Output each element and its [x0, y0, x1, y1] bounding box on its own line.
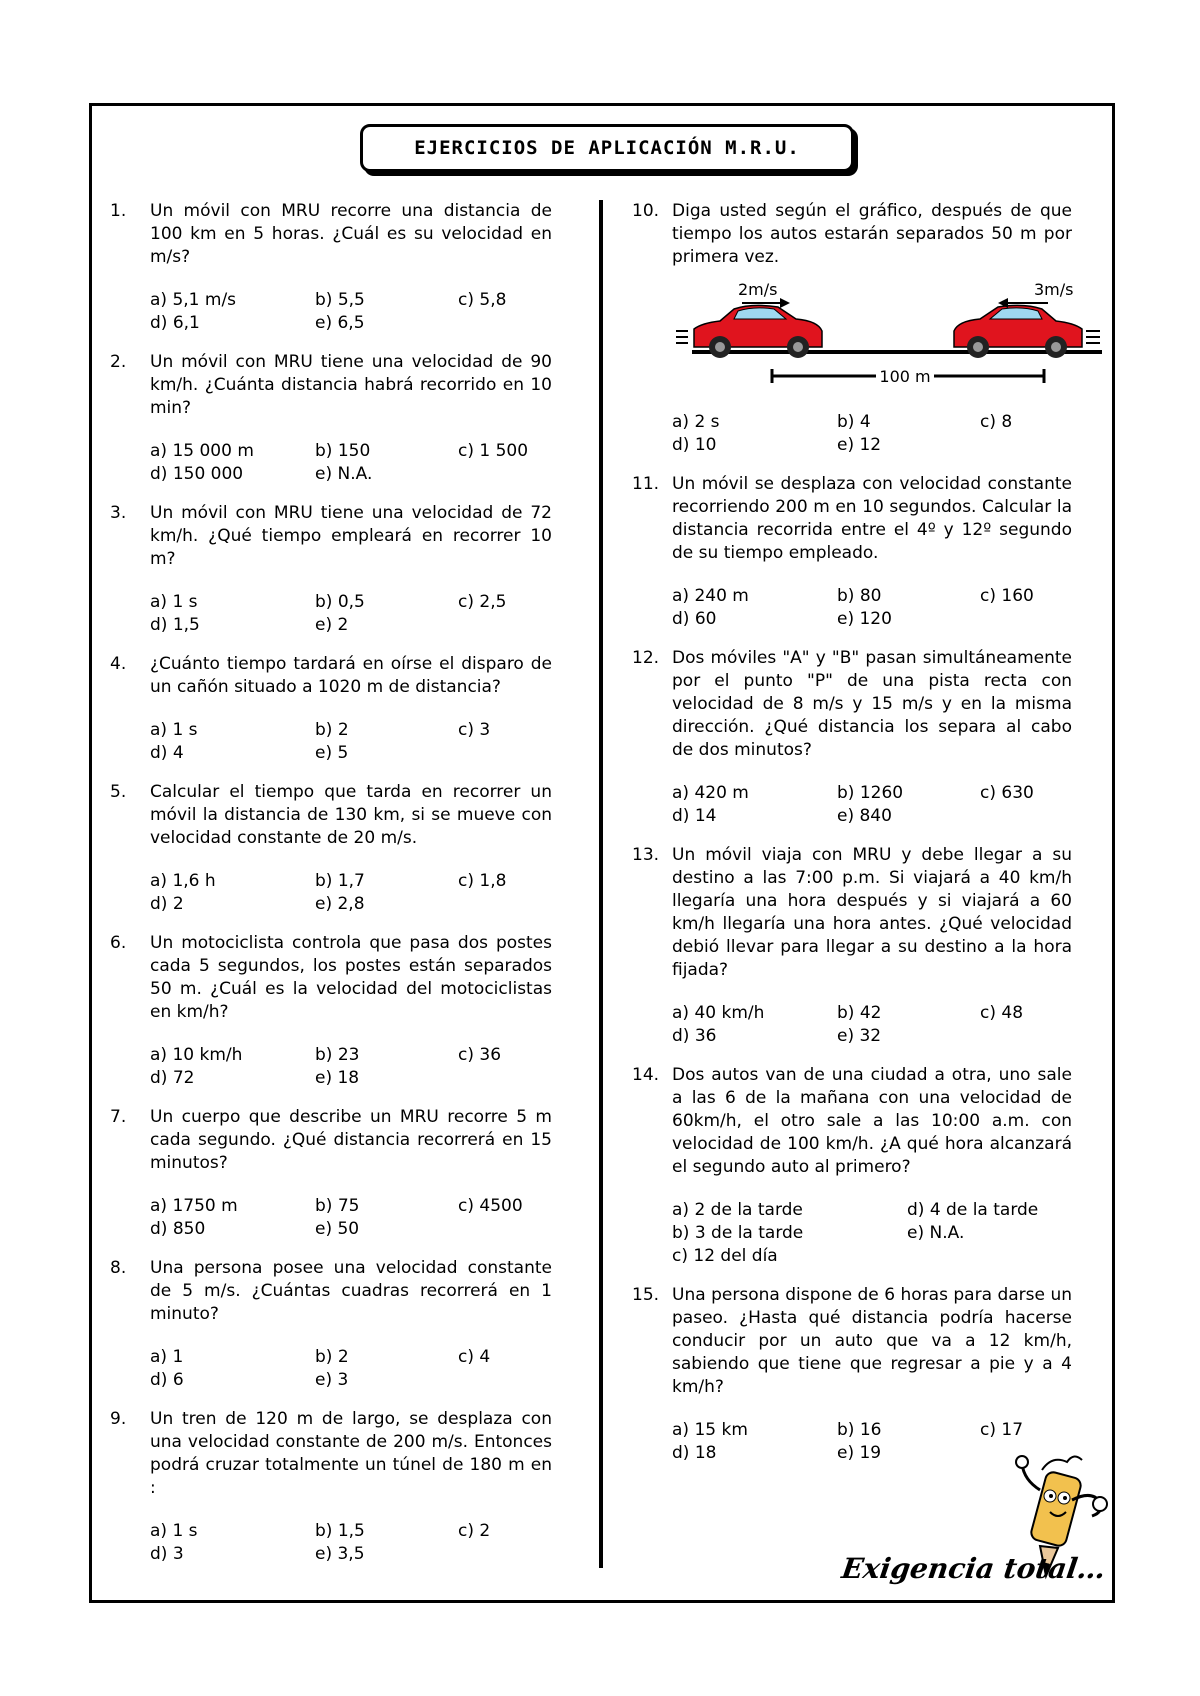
question-number: 13.	[632, 845, 660, 865]
option-e: e) 12	[837, 435, 882, 455]
option-a: a) 15 000 m	[150, 441, 254, 461]
question-5	[110, 781, 552, 916]
question-number: 9.	[110, 1409, 127, 1429]
option-b: b) 75	[315, 1196, 360, 1216]
option-b: b) 1,5	[315, 1521, 365, 1541]
question-number: 1.	[110, 201, 127, 221]
question-number: 8.	[110, 1258, 127, 1278]
question-text: Un cuerpo que describe un MRU recorre 5 m cada segundo. ¿Qué distancia recorrerá en 15 minutos?	[150, 1107, 552, 1173]
option-d: d) 18	[672, 1443, 717, 1463]
option-c: c) 48	[980, 1003, 1024, 1023]
motion-lines-right	[1086, 331, 1100, 343]
options	[150, 1195, 552, 1241]
question-text: Un móvil con MRU tiene una velocidad de 72 km/h. ¿Qué tiempo empleará en recorrer 10 m?	[150, 503, 552, 569]
option-c: c) 8	[980, 412, 1013, 432]
option-d: d) 1,5	[150, 615, 200, 635]
option-c: c) 160	[980, 586, 1034, 606]
question-number: 6.	[110, 933, 127, 953]
question-14	[632, 1064, 1072, 1268]
option-a: a) 1750 m	[150, 1196, 238, 1216]
option-d: d) 2	[150, 894, 184, 914]
options	[672, 585, 1072, 631]
option-c: c) 5,8	[458, 290, 507, 310]
option-c: c) 630	[980, 783, 1034, 803]
option-c: c) 2,5	[458, 592, 507, 612]
option-e: e) 32	[837, 1026, 882, 1046]
question-number: 4.	[110, 654, 127, 674]
option-e: e) 2	[315, 615, 349, 635]
option-c: c) 1 500	[458, 441, 529, 461]
option-e: e) 6,5	[315, 313, 365, 333]
question-number: 3.	[110, 503, 127, 523]
question-text: Un móvil se desplaza con velocidad constante recorriendo 200 m en 10 segundos. Calcular la distancia recorrida entre el 4º y 12º segundo de su tiempo empleado.	[672, 474, 1072, 563]
option-b: b) 0,5	[315, 592, 365, 612]
option-a: a) 5,1 m/s	[150, 290, 237, 310]
option-c: c) 2	[458, 1521, 491, 1541]
option-a: a) 15 km	[672, 1420, 748, 1440]
question-15	[632, 1284, 1072, 1465]
option-e: e) 2,8	[315, 894, 365, 914]
option-b: b) 2	[315, 1347, 349, 1367]
option-d: d) 850	[150, 1219, 206, 1239]
option-b: b) 5,5	[315, 290, 365, 310]
option-b: b) 16	[837, 1420, 882, 1440]
option-d: d) 60	[672, 609, 717, 629]
option-a: a) 420 m	[672, 783, 749, 803]
slogan: Exigencia total…	[839, 1552, 1108, 1585]
option-d: d) 6	[150, 1370, 184, 1390]
option-d: d) 4 de la tarde	[907, 1200, 1039, 1220]
question-number: 10.	[632, 201, 660, 221]
option-a: a) 2 s	[672, 412, 720, 432]
question-text: Calcular el tiempo que tarda en recorrer un móvil la distancia de 130 km, si se mueve con velocidad constante de 20 m/s.	[150, 782, 552, 848]
option-d: d) 72	[150, 1068, 195, 1088]
question-12	[632, 647, 1072, 828]
cars-diagram	[672, 279, 1112, 397]
option-a: a) 1,6 h	[150, 871, 216, 891]
option-c: c) 1,8	[458, 871, 507, 891]
right-column	[632, 200, 1072, 1465]
option-b: b) 1260	[837, 783, 904, 803]
option-c: c) 17	[980, 1420, 1024, 1440]
option-c: c) 4	[458, 1347, 491, 1367]
option-b: b) 23	[315, 1045, 360, 1065]
question-11	[632, 473, 1072, 631]
question-text: Un móvil viaja con MRU y debe llegar a su destino a las 7:00 p.m. Si viajará a 40 km/h llegaría una hora después y si viajará a 60 km/h llegaría una hora antes. ¿Qué velocidad debió llevar para llegar a su destino a la hora fijada?	[672, 845, 1072, 980]
cars-figure	[672, 279, 1072, 397]
question-text: Un motociclista controla que pasa dos postes cada 5 segundos, los postes están separados 50 m. ¿Cuál es la velocidad del motociclistas en km/h?	[150, 933, 552, 1022]
option-e: e) 5	[315, 743, 349, 763]
option-a: a) 2 de la tarde	[672, 1200, 803, 1220]
question-2	[110, 351, 552, 486]
option-e: e) 120	[837, 609, 892, 629]
option-a: a) 240 m	[672, 586, 749, 606]
option-c: c) 36	[458, 1045, 502, 1065]
question-4	[110, 653, 552, 765]
option-e: e) 18	[315, 1068, 360, 1088]
option-e: e) 3	[315, 1370, 349, 1390]
option-b: b) 150	[315, 441, 371, 461]
question-13	[632, 844, 1072, 1048]
question-text: Una persona posee una velocidad constante de 5 m/s. ¿Cuántas cuadras recorrerá en 1 minuto?	[150, 1258, 552, 1324]
option-d: d) 3	[150, 1544, 184, 1564]
question-text: Dos móviles "A" y "B" pasan simultáneamente por el punto "P" de una pista recta con velocidad de 8 m/s y 15 m/s y en la misma dirección. ¿Qué distancia los separa al cabo de dos minutos?	[672, 648, 1072, 760]
option-a: a) 1	[150, 1347, 184, 1367]
option-a: a) 10 km/h	[150, 1045, 243, 1065]
question-number: 15.	[632, 1285, 660, 1305]
motion-lines-left	[676, 331, 688, 343]
option-d: d) 4	[150, 743, 184, 763]
question-10	[632, 200, 1072, 457]
options	[150, 870, 552, 916]
distance-label: 100 m	[879, 367, 931, 386]
column-divider	[599, 200, 603, 1568]
option-d: d) 14	[672, 806, 717, 826]
option-b: b) 4	[837, 412, 871, 432]
options	[150, 591, 552, 637]
options	[672, 1199, 1072, 1268]
question-number: 7.	[110, 1107, 127, 1127]
question-7	[110, 1106, 552, 1241]
question-9	[110, 1408, 552, 1566]
option-e: e) 3,5	[315, 1544, 365, 1564]
option-c: c) 12 del día	[672, 1246, 778, 1266]
option-c: c) 3	[458, 720, 491, 740]
option-b: b) 3 de la tarde	[672, 1223, 804, 1243]
option-a: a) 1 s	[150, 1521, 198, 1541]
question-number: 11.	[632, 474, 660, 494]
option-e: e) 50	[315, 1219, 360, 1239]
options	[150, 719, 552, 765]
options	[150, 1346, 552, 1392]
option-d: d) 10	[672, 435, 717, 455]
question-text: Dos autos van de una ciudad a otra, uno sale a las 6 de la mañana con una velocidad de 60km/h, el otro sale a las 10:00 a.m. con velocidad de 100 km/h. ¿A qué hora alcanzará el segundo auto al primero?	[672, 1065, 1072, 1177]
option-c: c) 4500	[458, 1196, 523, 1216]
question-text: Diga usted según el gráfico, después de que tiempo los autos estarán separados 50 m por primera vez.	[672, 201, 1072, 267]
question-text: Un tren de 120 m de largo, se desplaza con una velocidad constante de 200 m/s. Entonces podrá cruzar totalmente un túnel de 180 m en :	[150, 1409, 552, 1498]
question-3	[110, 502, 552, 637]
options	[150, 1044, 552, 1090]
options	[672, 411, 1072, 457]
question-8	[110, 1257, 552, 1392]
option-d: d) 150 000	[150, 464, 244, 484]
options	[150, 1520, 552, 1566]
question-6	[110, 932, 552, 1090]
option-b: b) 2	[315, 720, 349, 740]
options	[672, 782, 1072, 828]
option-e: e) N.A.	[907, 1223, 965, 1243]
question-number: 14.	[632, 1065, 660, 1085]
left-speed-label: 2m/s	[738, 280, 778, 299]
options	[150, 440, 552, 486]
question-text: ¿Cuánto tiempo tardará en oírse el disparo de un cañón situado a 1020 m de distancia?	[150, 654, 552, 697]
option-d: d) 6,1	[150, 313, 200, 333]
option-a: a) 1 s	[150, 720, 198, 740]
option-e: e) 840	[837, 806, 892, 826]
options	[672, 1002, 1072, 1048]
right-speed-label: 3m/s	[1034, 280, 1074, 299]
question-text: Un móvil con MRU tiene una velocidad de 90 km/h. ¿Cuánta distancia habrá recorrido en 10 min?	[150, 352, 552, 418]
question-number: 12.	[632, 648, 660, 668]
option-b: b) 42	[837, 1003, 882, 1023]
option-e: e) N.A.	[315, 464, 373, 484]
question-number: 2.	[110, 352, 127, 372]
question-number: 5.	[110, 782, 127, 802]
option-a: a) 1 s	[150, 592, 198, 612]
question-text: Un móvil con MRU recorre una distancia de 100 km en 5 horas. ¿Cuál es su velocidad en m/s?	[150, 201, 552, 267]
option-b: b) 80	[837, 586, 882, 606]
option-b: b) 1,7	[315, 871, 365, 891]
option-e: e) 19	[837, 1443, 882, 1463]
left-column	[110, 200, 552, 1566]
question-1	[110, 200, 552, 335]
page-title: EJERCICIOS DE APLICACIÓN M.R.U.	[360, 124, 854, 172]
option-a: a) 40 km/h	[672, 1003, 765, 1023]
option-d: d) 36	[672, 1026, 717, 1046]
left-arrowhead	[780, 298, 790, 308]
question-text: Una persona dispone de 6 horas para darse un paseo. ¿Hasta qué distancia podría hacerse conducir por un auto que va a 12 km/h, sabiendo que tiene que regresar a pie y a 4 km/h?	[672, 1285, 1072, 1397]
options	[150, 289, 552, 335]
